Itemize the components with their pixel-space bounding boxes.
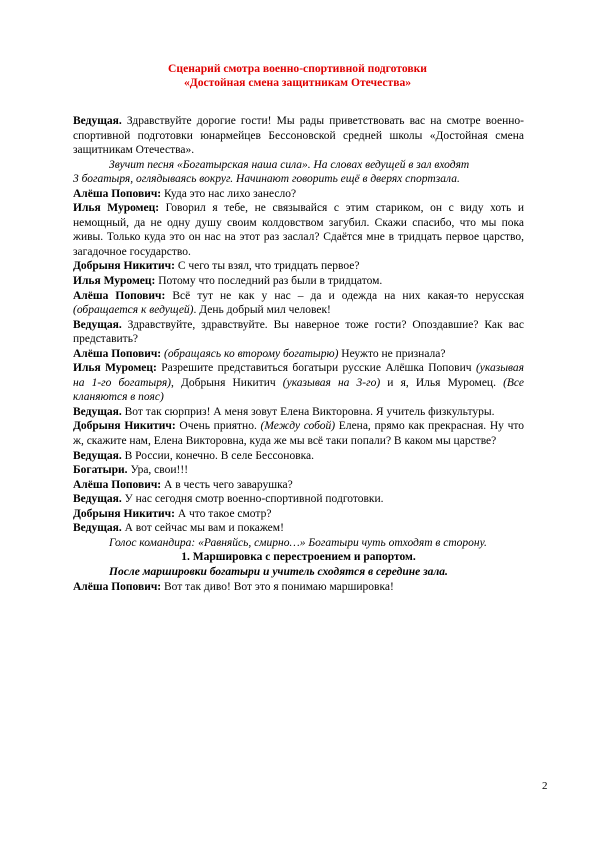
stage-remark: (Все кланяются в пояс): [73, 376, 524, 404]
stage-direction-text: Звучит песня «Богатырская наша сила». На словах ведущей в зал входят: [109, 158, 470, 171]
document-title-line-1: Сценарий смотра военно-спортивной подготовки: [168, 62, 427, 75]
stage-direction-after-marching: [73, 565, 524, 580]
paragraph-dobrynya-2: [73, 419, 524, 448]
paragraph-alyosha-5: [73, 580, 524, 595]
paragraph-dobrynya-3: [73, 507, 524, 522]
paragraph-host-5: [73, 492, 524, 507]
paragraph-ilya-2: [73, 274, 524, 289]
paragraph-heroes: [73, 463, 524, 478]
speaker-label: Илья Муромец:: [73, 362, 157, 375]
paragraph-alyosha-4: [73, 478, 524, 493]
speech-text: Ура, свои!!!: [127, 464, 189, 477]
stage-remark: (Между собой): [260, 420, 336, 433]
stage-direction-commander: [73, 536, 524, 551]
speaker-label: Добрыня Никитич:: [73, 420, 176, 433]
paragraph-host-3: [73, 405, 524, 420]
stage-remark: (обращаясь ко второму богатырю): [164, 347, 339, 360]
speech-text: и я, Илья Муромец.: [380, 376, 504, 389]
paragraph-ilya-1: [73, 201, 524, 259]
speech-text: А в честь чего заварушка?: [161, 478, 293, 491]
paragraph-dobrynya-1: [73, 259, 524, 274]
speech-text: А что такое смотр?: [174, 507, 272, 520]
stage-direction-song: [73, 158, 524, 173]
paragraph-host-6: [73, 521, 524, 536]
speech-text: Разрешите представиться богатыри русские Алёшка Попович: [156, 362, 476, 375]
speaker-label: Алёша Попович:: [73, 478, 162, 491]
speaker-label: Ведущая.: [73, 449, 122, 462]
paragraph-host-2: [73, 318, 524, 347]
speech-text: Говорил я тебе, не связывайся с этим стариком, он с виду хоть и немощный, да не одну душу своим колдовством загубил. Скажи спасибо, что мы пока живы. Только куда это он нас на этот раз заслал? Сдаётся мне в тридцать первое царство, загадочное государство.: [73, 202, 524, 258]
speech-text: Вот так сюрприз! А меня зовут Елена Викторовна. Я учитель физкультуры.: [121, 405, 495, 418]
speech-text: Вот так диво! Вот это я понимаю маршировка!: [161, 580, 394, 593]
speaker-label: Богатыри.: [73, 464, 128, 477]
stage-remark: (указывая на 1-го богатыря): [73, 362, 524, 389]
speech-text: Неужто не признала?: [338, 347, 446, 360]
speaker-label: Ведущая.: [73, 115, 122, 127]
speaker-label: Алёша Попович:: [73, 187, 162, 200]
speaker-label: Ведущая.: [73, 493, 122, 506]
speech-text: Всё тут не как у нас – да и одежда на них какая-то нерусская: [165, 289, 525, 302]
paragraph-ilya-3: [73, 361, 524, 405]
page-number: 2: [542, 780, 548, 792]
stage-direction-text: После маршировки богатыри и учитель сходятся в середине зала.: [109, 565, 448, 578]
stage-direction-text: 3 богатыря, оглядываясь вокруг. Начинают говорить ещё в дверях спортзала.: [73, 173, 460, 186]
speech-text: Очень приятно.: [175, 420, 261, 433]
paragraph-alyosha-1: [73, 187, 524, 202]
speech-text: В России, конечно. В селе Бессоновка.: [121, 449, 315, 462]
paragraph-host-4: [73, 449, 524, 464]
stage-direction-text: Голос командира: «Равняйсь, смирно…» Богатыри чуть отходят в сторону.: [109, 536, 487, 549]
speech-text: А вот сейчас мы вам и покажем!: [121, 522, 284, 535]
speech-text: , Добрыня Никитич: [171, 376, 283, 389]
speaker-label: Ведущая.: [73, 522, 122, 535]
document-title-line-2: «Достойная смена защитникам Отечества»: [183, 76, 412, 89]
speaker-label: Алёша Попович:: [73, 289, 166, 302]
speaker-label: Алёша Попович:: [73, 347, 162, 360]
speech-text: С чего ты взял, что тридцать первое?: [174, 260, 360, 273]
document-body: [73, 114, 524, 594]
stage-direction-heroes-enter: [73, 172, 524, 187]
speaker-label: Добрыня Никитич:: [73, 260, 175, 273]
section-heading-text: 1. Маршировка с перестроением и рапортом.: [181, 551, 416, 564]
section-heading-marching: [73, 550, 524, 565]
stage-remark: (указывая на 3-го): [282, 376, 381, 389]
paragraph-alyosha-3: [73, 347, 524, 362]
stage-remark: (обращается к ведущей): [73, 304, 194, 317]
paragraph-alyosha-2: [73, 289, 524, 318]
speech-text: Здравствуйте, здравствуйте. Вы наверное тоже гости? Опоздавшие? Как вас представить?: [73, 318, 524, 346]
paragraph-host-greeting: [73, 114, 524, 158]
speaker-label: Илья Муромец:: [73, 275, 156, 288]
speaker-label: Ведущая.: [73, 318, 122, 331]
speaker-label: Алёша Попович:: [73, 580, 162, 593]
speech-text: . День добрый мил человек!: [193, 304, 331, 317]
speech-text: Здравствуйте дорогие гости! Мы рады приветствовать вас на смотре военно-спортивной подготовки юнармейцев Бессоновской средней школы «Достойная смена защитникам Отечества».: [73, 115, 524, 157]
speaker-label: Добрыня Никитич:: [73, 507, 175, 520]
speech-text: Потому что последний раз были в тридцатом.: [155, 275, 383, 288]
speech-text: Куда это нас лихо занесло?: [161, 187, 297, 200]
speaker-label: Илья Муромец:: [73, 202, 160, 215]
speech-text: Елена, прямо как прекрасная. Ну что ж, скажите нам, Елена Викторовна, куда же мы всё таки попали? В каком мы царстве?: [73, 420, 524, 448]
speech-text: У нас сегодня смотр военно-спортивной подготовки.: [121, 493, 384, 506]
speaker-label: Ведущая.: [73, 405, 122, 418]
